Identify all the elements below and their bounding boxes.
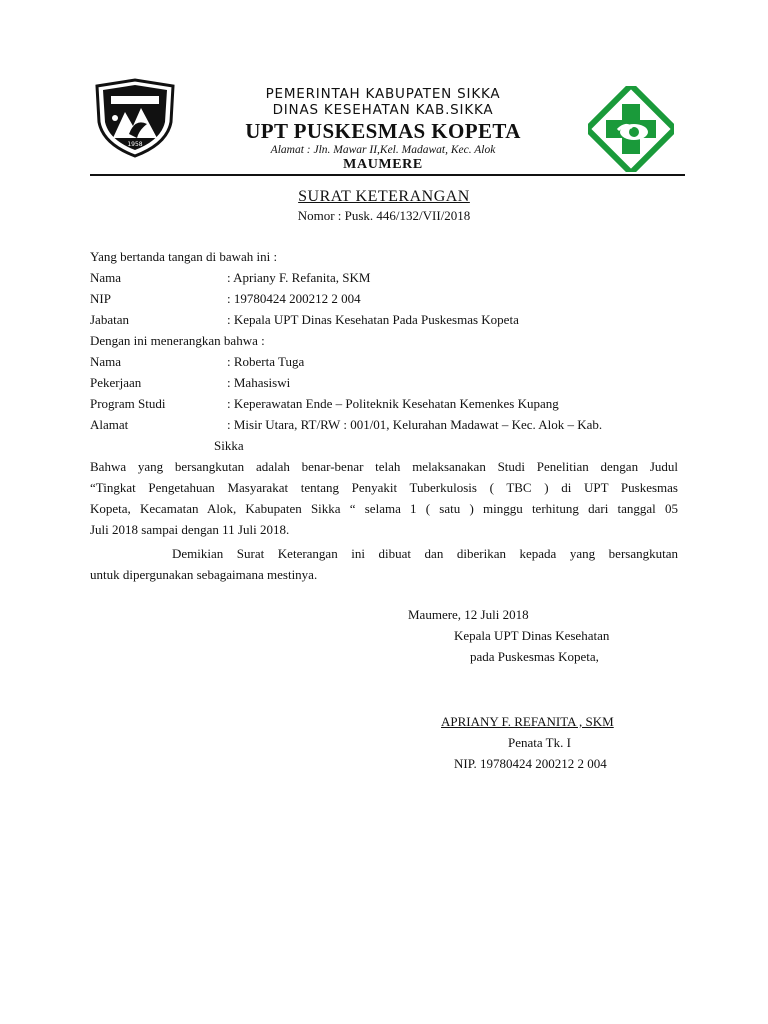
statement-paragraph	[90, 456, 678, 540]
signer-field	[90, 267, 370, 288]
paragraph-line: “Tingkat Pengetahuan Masyarakat tentang Penyakit Tuberkulosis ( TBC ) di UPT Puskesmas	[90, 480, 678, 495]
institution-address: Alamat : Jln. Mawar II,Kel. Madawat, Kec. Alok	[270, 144, 496, 156]
field-label: Pekerjaan	[90, 375, 142, 390]
closing-line: untuk dipergunakan sebagaimana mestinya.	[90, 567, 318, 582]
signer-field	[90, 309, 519, 330]
institution-city: MAUMERE	[343, 157, 423, 172]
field-value: : Roberta Tuga	[227, 354, 305, 369]
field-label: Nama	[90, 354, 122, 369]
field-label: Program Studi	[90, 396, 166, 411]
field-label: Alamat	[90, 417, 129, 432]
signature-position-line: pada Puskesmas Kopeta,	[470, 649, 599, 664]
signatory-name: APRIANY F. REFANITA , SKM	[441, 714, 614, 729]
signer-field	[90, 288, 361, 309]
subject-field	[90, 393, 559, 414]
paragraph-line: Bahwa yang bersangkutan adalah benar-benar telah melaksanakan Studi Penelitian dengan Judul	[90, 459, 678, 474]
field-label: NIP	[90, 291, 111, 306]
address-continuation: Sikka	[214, 438, 244, 453]
paragraph-line: Juli 2018 sampai dengan 11 Juli 2018.	[90, 522, 290, 537]
letter-number: Nomor : Pusk. 446/132/VII/2018	[297, 208, 471, 223]
institution-name: UPT PUSKESMAS KOPETA	[245, 119, 521, 143]
field-value: : 19780424 200212 2 004	[227, 291, 361, 306]
signatory-nip: NIP. 19780424 200212 2 004	[454, 756, 607, 771]
signatory-rank: Penata Tk. I	[508, 735, 571, 750]
signature-place-date: Maumere, 12 Juli 2018	[408, 607, 529, 622]
field-value: : Kepala UPT Dinas Kesehatan Pada Puskesmas Kopeta	[227, 312, 519, 327]
letterhead-text	[188, 86, 578, 173]
subject-field	[90, 351, 304, 372]
letterhead	[88, 78, 686, 174]
green-cross-puskesmas-icon	[588, 86, 674, 172]
field-value: : Keperawatan Ende – Politeknik Kesehatan Kemenkes Kupang	[227, 396, 559, 411]
regency-shield-emblem-icon	[93, 78, 177, 158]
field-label: Jabatan	[90, 312, 129, 327]
paragraph-line: Kopeta, Kecamatan Alok, Kabupaten Sikka “ selama 1 ( satu ) minggu terhitung dari tanggal 05	[90, 501, 678, 516]
svg-text:1958: 1958	[127, 141, 143, 148]
field-value: : Mahasiswi	[227, 375, 291, 390]
signature-position-line: Kepala UPT Dinas Kesehatan	[454, 628, 610, 643]
closing-paragraph	[90, 543, 678, 585]
letterhead-divider	[90, 174, 685, 176]
field-label: Nama	[90, 270, 122, 285]
government-name: PEMERINTAH KABUPATEN SIKKA	[265, 86, 501, 102]
letter-title: SURAT KETERANGAN	[298, 188, 470, 205]
field-value: : Apriany F. Refanita, SKM	[227, 270, 371, 285]
subject-field	[90, 372, 290, 393]
department-name: DINAS KESEHATAN KAB.SIKKA	[272, 102, 494, 118]
declaration-intro: Dengan ini menerangkan bahwa :	[90, 333, 265, 348]
closing-line: Demikian Surat Keterangan ini dibuat dan diberikan kepada yang bersangkutan	[172, 546, 678, 561]
field-value: : Misir Utara, RT/RW : 001/01, Kelurahan Madawat – Kec. Alok – Kab.	[227, 417, 603, 432]
intro-text: Yang bertanda tangan di bawah ini :	[90, 249, 278, 264]
subject-field	[90, 414, 602, 435]
